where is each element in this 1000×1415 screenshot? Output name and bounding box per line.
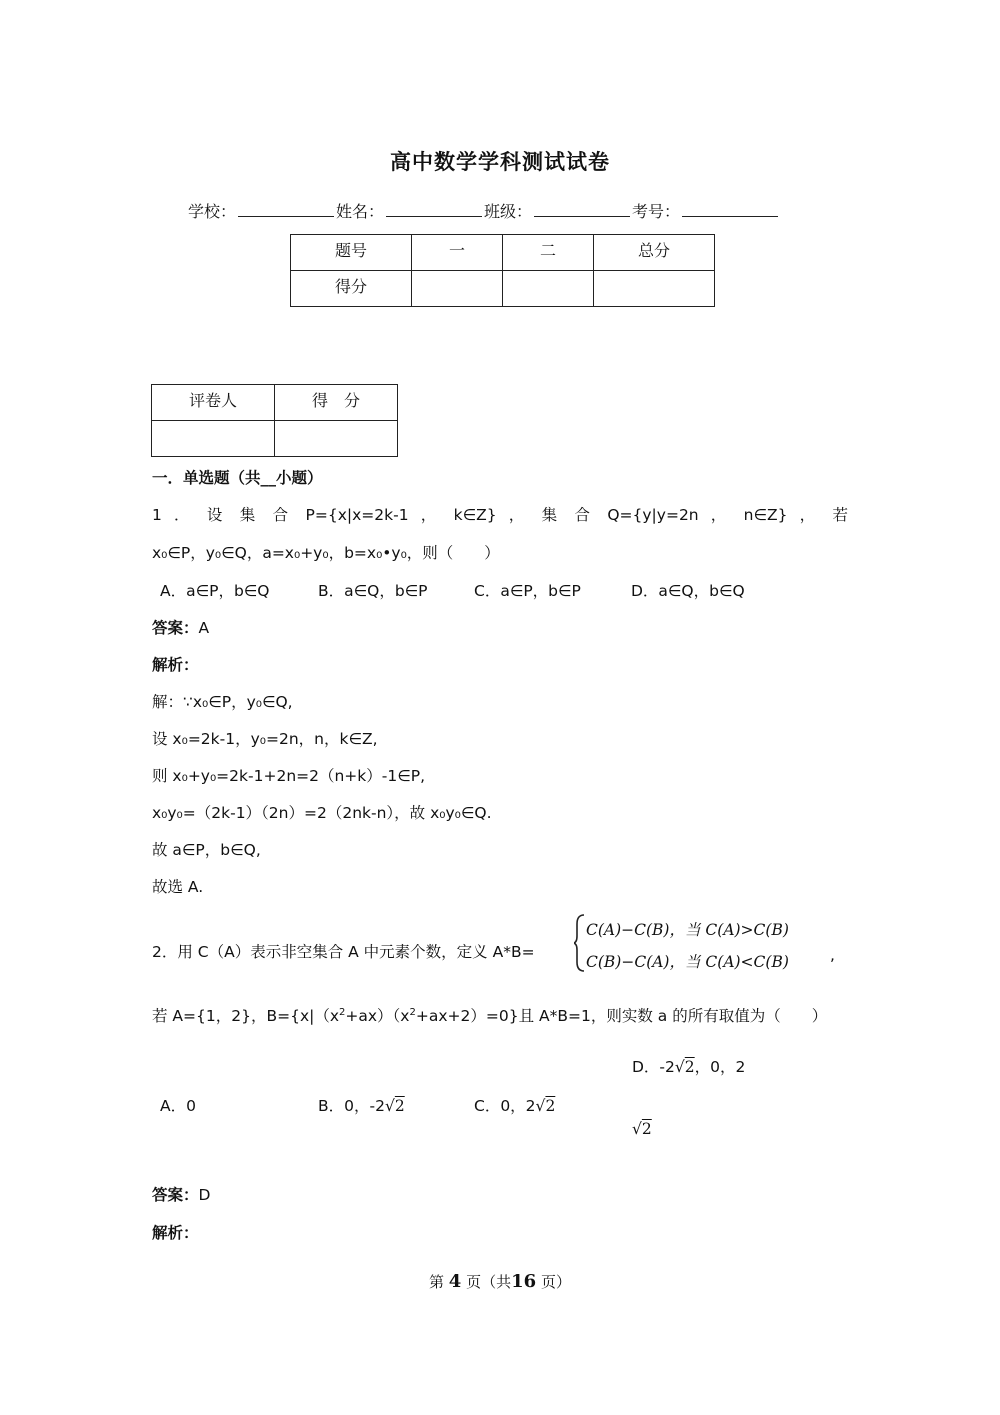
grader-header: 评卷人 bbox=[152, 385, 275, 421]
q1-answer-label: 答案： bbox=[152, 619, 199, 637]
q1-option-d: D．a∈Q，b∈Q bbox=[631, 582, 745, 600]
score-cell-two[interactable] bbox=[503, 271, 594, 307]
sqrt-two: √2 bbox=[535, 1097, 556, 1115]
footer-suffix: 页） bbox=[540, 1273, 571, 1291]
sqrt-two-continued: √2 bbox=[632, 1120, 652, 1138]
q2-stem-part-a: 若 A={1，2}，B={x|（x bbox=[152, 1007, 340, 1025]
q1-stem-line2: x₀∈P，y₀∈Q，a=x₀+y₀，b=x₀•y₀，则（ ） bbox=[152, 544, 500, 562]
q2-option-c bbox=[474, 1094, 555, 1116]
q2-option-b-text: B．0，-2 bbox=[318, 1097, 385, 1115]
grader-score-cell[interactable] bbox=[275, 421, 398, 457]
q2-superscript: 2 bbox=[339, 1006, 346, 1018]
class-label: 班级： bbox=[484, 202, 533, 221]
score-header-one: 一 bbox=[412, 235, 503, 271]
q2-answer-value: D bbox=[198, 1186, 211, 1204]
q1-analysis-label: 解析： bbox=[152, 656, 199, 674]
score-header-two: 二 bbox=[503, 235, 594, 271]
sqrt-two: √2 bbox=[384, 1097, 405, 1115]
score-cell-total[interactable] bbox=[594, 271, 715, 307]
name-label: 姓名： bbox=[336, 202, 385, 221]
school-blank[interactable] bbox=[238, 202, 334, 217]
q1-analysis-line: 解：∵x₀∈P，y₀∈Q, bbox=[152, 693, 293, 711]
score-header-number: 题号 bbox=[291, 235, 412, 271]
footer-prefix: 第 bbox=[429, 1273, 445, 1291]
q2-stem-part-c: +ax+2）=0}且 A*B=1，则实数 a 的所有取值为（ ） bbox=[415, 1007, 828, 1025]
q1-answer-value: A bbox=[198, 619, 210, 637]
page-title: 高中数学学科测试试卷 bbox=[390, 149, 610, 174]
grader-score-header: 得 分 bbox=[275, 385, 398, 421]
q2-answer bbox=[152, 1183, 210, 1205]
q2-stem-intro: 2．用 C（A）表示非空集合 A 中元素个数，定义 A*B= bbox=[152, 943, 535, 961]
q1-analysis-line: 设 x₀=2k-1，y₀=2n，n，k∈Z, bbox=[152, 730, 378, 748]
score-header-total: 总分 bbox=[594, 235, 715, 271]
name-blank[interactable] bbox=[386, 202, 482, 217]
q1-stem-line1: 1 ． 设 集 合 P={x|x=2k-1 ， k∈Z} ， 集 合 Q={y|y=2n ， n∈Z} ， 若 bbox=[152, 506, 848, 524]
q1-analysis-line: 故选 A. bbox=[152, 878, 204, 896]
piecewise-comma: , bbox=[830, 946, 835, 964]
q1-answer bbox=[152, 616, 209, 638]
exam-no-blank[interactable] bbox=[682, 202, 778, 217]
q2-option-c-text: C．0，2 bbox=[474, 1097, 536, 1115]
q2-option-d bbox=[632, 1055, 745, 1077]
q1-analysis-line: x₀y₀=（2k-1）（2n）=2（2nk-n），故 x₀y₀∈Q. bbox=[152, 804, 492, 822]
grader-cell[interactable] bbox=[152, 421, 275, 457]
q1-option-b: B．a∈Q，b∈P bbox=[318, 582, 428, 600]
q2-superscript: 2 bbox=[409, 1006, 416, 1018]
q2-option-d-tail: ，0，2 bbox=[694, 1058, 746, 1076]
page-footer bbox=[0, 1271, 1000, 1292]
q2-stem-part-b: +ax）（x bbox=[345, 1007, 410, 1025]
q1-option-c: C．a∈P，b∈P bbox=[474, 582, 581, 600]
sqrt-two: √2 bbox=[674, 1058, 695, 1076]
q2-option-d-text: D．-2 bbox=[632, 1058, 675, 1076]
section-heading: 一．单选题（共__小题） bbox=[152, 469, 323, 487]
piecewise-case-2: C(B)−C(A)，当 C(A)<C(B) bbox=[586, 953, 789, 971]
footer-middle: 页（共 bbox=[466, 1273, 512, 1291]
q1-analysis-line: 则 x₀+y₀=2k-1+2n=2（n+k）-1∈P, bbox=[152, 767, 426, 785]
q2-option-a: A．0 bbox=[160, 1097, 196, 1115]
q1-option-a: A．a∈P，b∈Q bbox=[160, 582, 270, 600]
q2-stem-line2 bbox=[152, 1004, 827, 1026]
piecewise-case-1: C(A)−C(B)，当 C(A)>C(B) bbox=[586, 921, 789, 939]
student-info-line bbox=[188, 199, 780, 222]
grader-table bbox=[151, 384, 398, 457]
q2-option-b bbox=[318, 1094, 405, 1116]
q1-analysis-line: 故 a∈P，b∈Q, bbox=[152, 841, 261, 859]
score-row-label: 得分 bbox=[291, 271, 412, 307]
q2-analysis-label: 解析： bbox=[152, 1224, 199, 1242]
school-label: 学校： bbox=[188, 202, 237, 221]
q2-answer-label: 答案： bbox=[152, 1186, 199, 1204]
exam-no-label: 考号： bbox=[632, 202, 681, 221]
class-blank[interactable] bbox=[534, 202, 630, 217]
footer-page-number: 4 bbox=[448, 1271, 462, 1292]
score-cell-one[interactable] bbox=[412, 271, 503, 307]
score-table bbox=[290, 234, 715, 307]
footer-total-pages: 16 bbox=[511, 1271, 537, 1292]
